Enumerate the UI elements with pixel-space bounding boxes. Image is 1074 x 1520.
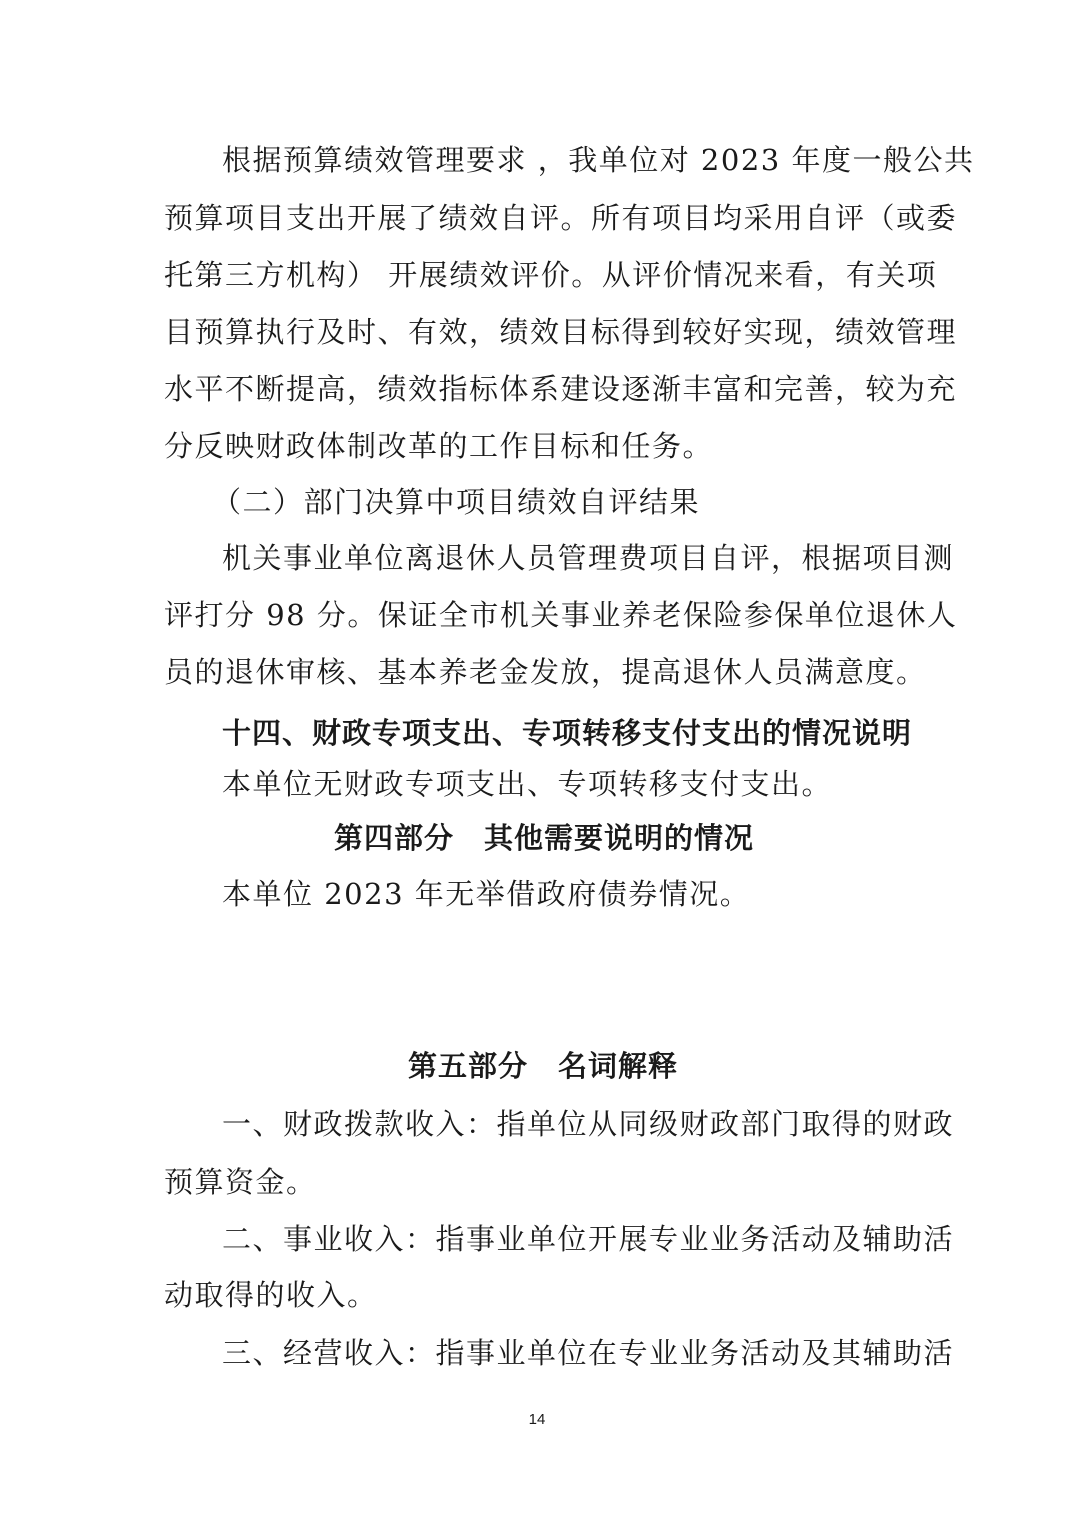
paragraph-line: 水平不断提高，绩效指标体系建设逐渐丰富和完善，较为充 (164, 372, 958, 406)
paragraph-line: 分反映财政体制改革的工作目标和任务。 (164, 429, 714, 463)
part-heading: 第五部分 名词解释 (408, 1049, 679, 1083)
paragraph-line: 托第三方机构） 开展绩效评价。从评价情况来看，有关项 (164, 258, 938, 292)
paragraph-line: 目预算执行及时、有效，绩效目标得到较好实现，绩效管理 (164, 315, 958, 349)
paragraph-line: 预算项目支出开展了绩效自评。所有项目均采用自评（或委 (164, 201, 958, 235)
subheading: （二）部门决算中项目绩效自评结果 (212, 485, 701, 519)
paragraph-line: 二、事业收入：指事业单位开展专业业务活动及辅助活 (222, 1222, 955, 1256)
part-heading: 第四部分 其他需要说明的情况 (334, 821, 755, 855)
paragraph-line: 本单位 2023 年无举借政府债券情况。 (222, 877, 751, 911)
paragraph-line: 三、经营收入：指事业单位在专业业务活动及其辅助活 (222, 1336, 955, 1370)
paragraph-line: 本单位无财政专项支出、专项转移支付支出。 (222, 767, 833, 801)
paragraph-line: 动取得的收入。 (164, 1278, 378, 1312)
paragraph-line: 根据预算绩效管理要求 ，我单位对 2023 年度一般公共 (222, 143, 975, 177)
page-number: 14 (528, 1411, 546, 1428)
paragraph-line: 员的退休审核、基本养老金发放，提高退休人员满意度。 (164, 655, 927, 689)
paragraph-line: 机关事业单位离退休人员管理费项目自评，根据项目测 (222, 541, 955, 575)
paragraph-line: 预算资金。 (164, 1165, 317, 1199)
section-heading: 十四、财政专项支出、专项转移支付支出的情况说明 (222, 716, 913, 750)
paragraph-line: 一、财政拨款收入：指单位从同级财政部门取得的财政 (222, 1107, 955, 1141)
paragraph-line: 评打分 98 分。保证全市机关事业养老保险参保单位退休人 (164, 598, 958, 632)
